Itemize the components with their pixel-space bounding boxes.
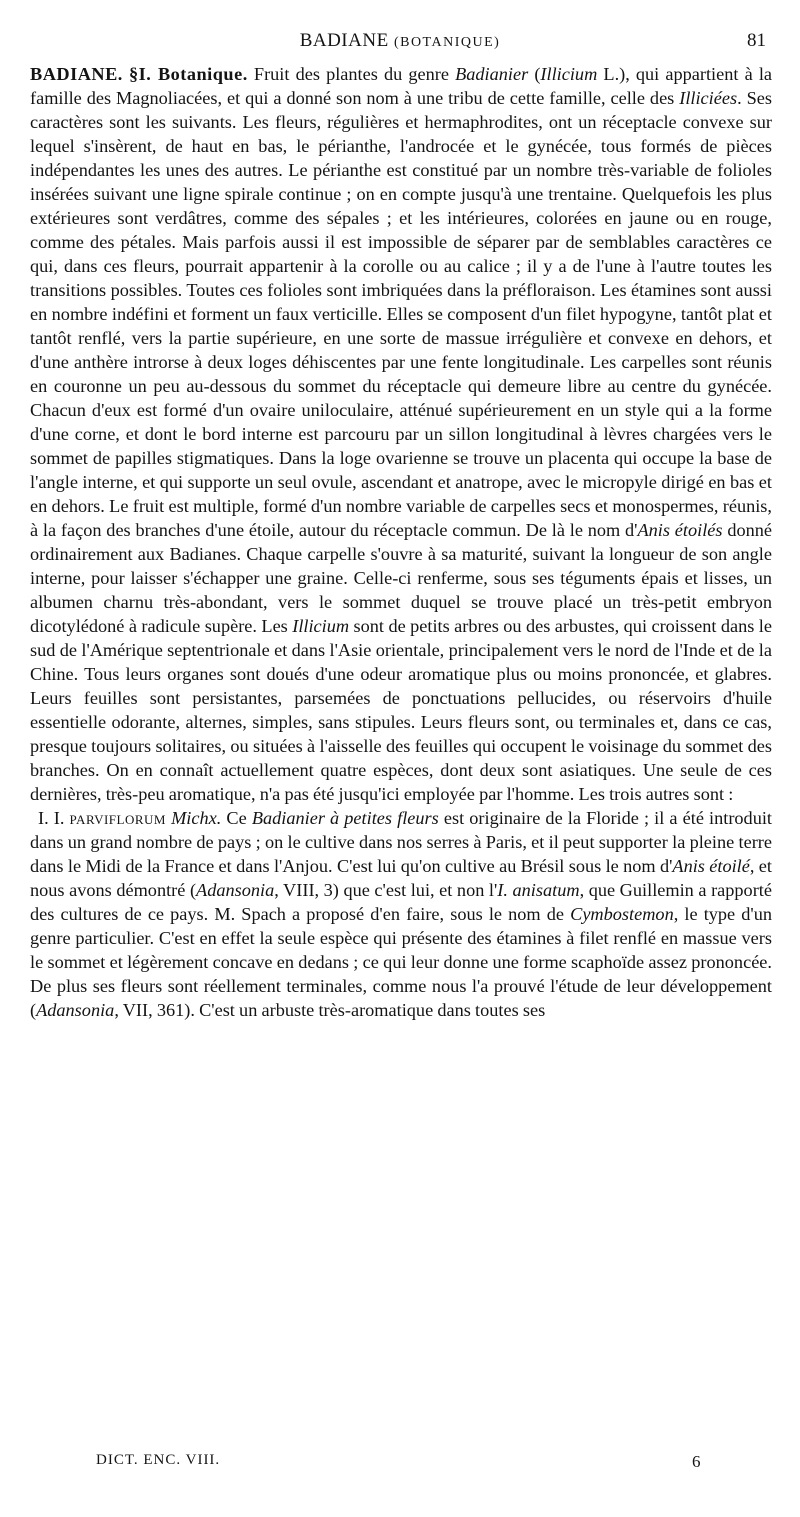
head-word: BADIANE [299,30,389,51]
section-heading: §I. Botanique. [129,64,248,84]
genus-name: Illicium [540,64,598,84]
text-run: donné ordinairement aux Badianes. Chaque carpelle s'ouvre à sa maturité, suivant la longueur de son angle interne, pour laisser s'échapper une graine. Celle-ci renferme, sous ses téguments épais et lisses, un albumen charnu très-abondant, vers le sommet duquel se trouve placé un très-petit embryon dicotylédoné à radicule supère. Les [30,520,772,636]
page-footer [96,1452,710,1478]
sheet-number: 6 [692,1452,701,1471]
text-run: , que Guillemin a rapporté des cultures de ce pays. M. Spach a proposé d'en faire, sous le nom de [30,880,772,924]
page-number: 81 [747,30,766,51]
species-name: I. anisatum [497,880,580,900]
text-run: . Ses caractères sont les suivants. Les fleurs, régulières et hermaphrodites, ont un réceptacle convexe sur lequel s'insèrent, de haut en bas, le périanthe, l'androcée et le gynécée, tous formés de pièces indépendantes les unes des autres. Le périanthe est constitué par un nombre très-variable de folioles insérées suivant une ligne spirale continue ; on en compte jusqu'à une trentaine. Quelquefois les plus extérieures sont verdâtres, comme des sépales ; et les intérieures, colorées en jaune ou en rouge, comme des pétales. Mais parfois aussi il est impossible de séparer par de semblables caractères ce qui, dans ces fleurs, pourrait appartenir à la corolle ou au calice ; il y a de l'une à l'autre toutes les transitions possibles. Toutes ces folioles sont imbriquées dans la préfloraison. Les étamines sont aussi en nombre indéfini et forment un faux verticille. Elles se composent d'un filet hypogyne, tantôt plat et tantôt renflé, vers la partie supérieure, en une sorte de massue irrégulière et convexe en dehors, et d'une anthère introrse à deux loges déhiscentes par une fente longitudinale. Les carpelles sont réunis en couronne un peu au-dessous du sommet du réceptacle qui demeure libre au centre du gynécée. Chacun d'eux est formé d'un ovaire uniloculaire, atténué supérieurement en un style qui a la forme d'une corne, et dont le bord interne est parcouru par un sillon longitudinal à lèvres chargées vers le sommet de papilles stigmatiques. Dans la loge ovarienne se trouve un placenta qui occupe la base de l'angle interne, et qui supporte un seul ovule, ascendant et anatrope, avec le micropyle dirigé en bas et en dehors. Le fruit est multiple, formé d'un nombre variable de carpelles secs et monospermes, réunis, à la façon des branches d'une étoile, autour du réceptacle commun. De là le nom d' [30,88,773,540]
text-run: , VII, 361). C'est un arbuste très-aromatique dans toutes ses [114,1000,546,1020]
running-head [30,30,770,56]
text-run: , le type d'un genre particulier. C'est en effet la seule espèce qui présente des étamines à filet renflé en massue vers le sommet et légèrement concave en dedans ; ce qui leur donne une forme scaphoïde assez prononcée. De plus ses fleurs sont réellement terminales, comme nous l'a prouvé l'étude de leur développement ( [30,904,772,1020]
species-name: parviflorum [69,808,166,828]
genus-name: Illicium [292,616,350,636]
text-run: Fruit des plantes du genre [247,64,456,84]
text-run: I. I. [38,808,70,828]
author-name: Michx. [171,808,222,828]
paragraph-species-1 [30,806,772,1022]
paragraph-intro [30,62,772,806]
signature-mark: DICT. ENC. VIII. [96,1452,221,1468]
text-run: Ce [221,808,252,828]
journal-name: Adansonia [36,1000,115,1020]
head-subtitle: (BOTANIQUE) [393,35,501,50]
headword: BADIANE. [30,64,123,84]
running-title [30,30,770,52]
article-body [30,62,772,1022]
text-run: , VIII, 3) que c'est lui, et non l' [274,880,498,900]
journal-name: Adansonia [196,880,275,900]
text-run: , et nous avons démontré ( [30,856,772,900]
text-run: L.), qui appartient à la famille des Magnoliacées, et qui a donné son nom à une tribu de cette famille, celle des [30,64,773,108]
text-run: ( [528,64,541,84]
common-name: Anis étoilé [672,856,750,876]
genus-name: Badianier [455,64,529,84]
common-name: Badianier à petites fleurs [251,808,439,828]
genus-name: Cymbostemon [570,904,674,924]
text-run: est originaire de la Floride ; il a été introduit dans un grand nombre de pays ; on le cultive dans nos serres à Paris, et il peut supporter la pleine terre dans le Midi de la France et dans l'Anjou. C'est lui qu'on cultive au Brésil sous le nom d' [30,808,772,876]
tribe-name: Illiciées [679,88,738,108]
text-run: sont de petits arbres ou des arbustes, qui croissent dans le sud de l'Amérique septentrionale et dans l'Asie orientale, principalement vers le nord de l'Inde et de la Chine. Tous leurs organes sont doués d'une odeur aromatique plus ou moins prononcée, et glabres. Leurs feuilles sont persistantes, parsemées de ponctuations pellucides, ou réservoirs d'huile essentielle odorante, alternes, simples, sans stipules. Leurs fleurs sont, ou terminales et, dans ce cas, presque toujours solitaires, ou situées à l'aisselle des feuilles qui occupent le voisinage du sommet des branches. On en connaît actuellement quatre espèces, dont deux sont asiatiques. Une seule de ces dernières, très-peu aromatique, n'a pas été jusqu'ici employée par l'homme. Les trois autres sont : [30,616,772,804]
common-name: Anis étoilés [637,520,723,540]
